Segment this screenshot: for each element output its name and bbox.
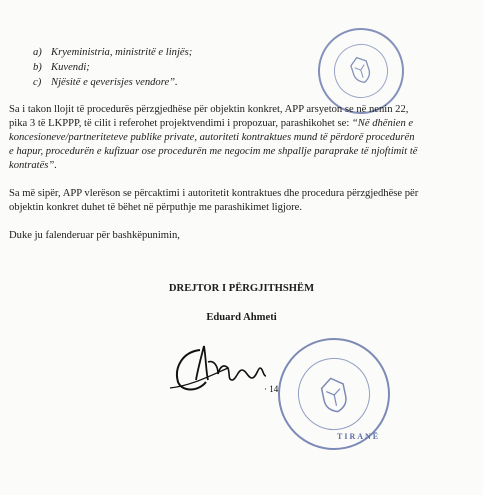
paragraph-line: Sa më sipër, APP vlerëson se përcaktimi i autoritetit kontraktues dhe procedura përzgjedhëse për xyxy=(9,188,419,199)
paragraph-line: kontratës”. xyxy=(9,160,57,171)
signatory-name: Eduard Ahmeti xyxy=(206,312,277,323)
signatory-title: DREJTOR I PËRGJITHSHËM xyxy=(168,283,315,294)
paragraph-line: koncesioneve/partneriteteve publike private, autoriteti kontraktues mund të përdorë procedurën xyxy=(9,132,415,143)
list-item: c) Njësitë e qeverisjes vendore”. xyxy=(33,77,178,88)
paragraph-line: objektin konkret duhet të bëhet në përputhje me parashikimet ligjore. xyxy=(9,202,303,213)
paragraph-line: pika 3 të LKPPP, të cilit i referohet projektvendimi i propozuar, parashikohet se: “Në dhënien e xyxy=(9,118,414,129)
official-stamp-bottom xyxy=(268,328,401,461)
paragraph-line: e hapur, procedurën e kufizuar ose procedurën me negocim me shpallje paraprake të njoftimit të xyxy=(9,146,418,157)
list-item: b) Kuvendi; xyxy=(33,62,90,73)
closing-text: Duke ju falenderuar për bashkëpunimin, xyxy=(9,230,180,241)
list-item: a) Kryeministria, ministritë e linjës; xyxy=(33,47,193,58)
svg-text:· 14: · 14 xyxy=(264,384,279,394)
stamp-city-text: TIRANË xyxy=(337,432,381,441)
paragraph-line: Sa i takon llojit të procedurës përzgjedhëse për objektin konkret, APP arsyeton se në nenin 22, xyxy=(9,104,409,115)
